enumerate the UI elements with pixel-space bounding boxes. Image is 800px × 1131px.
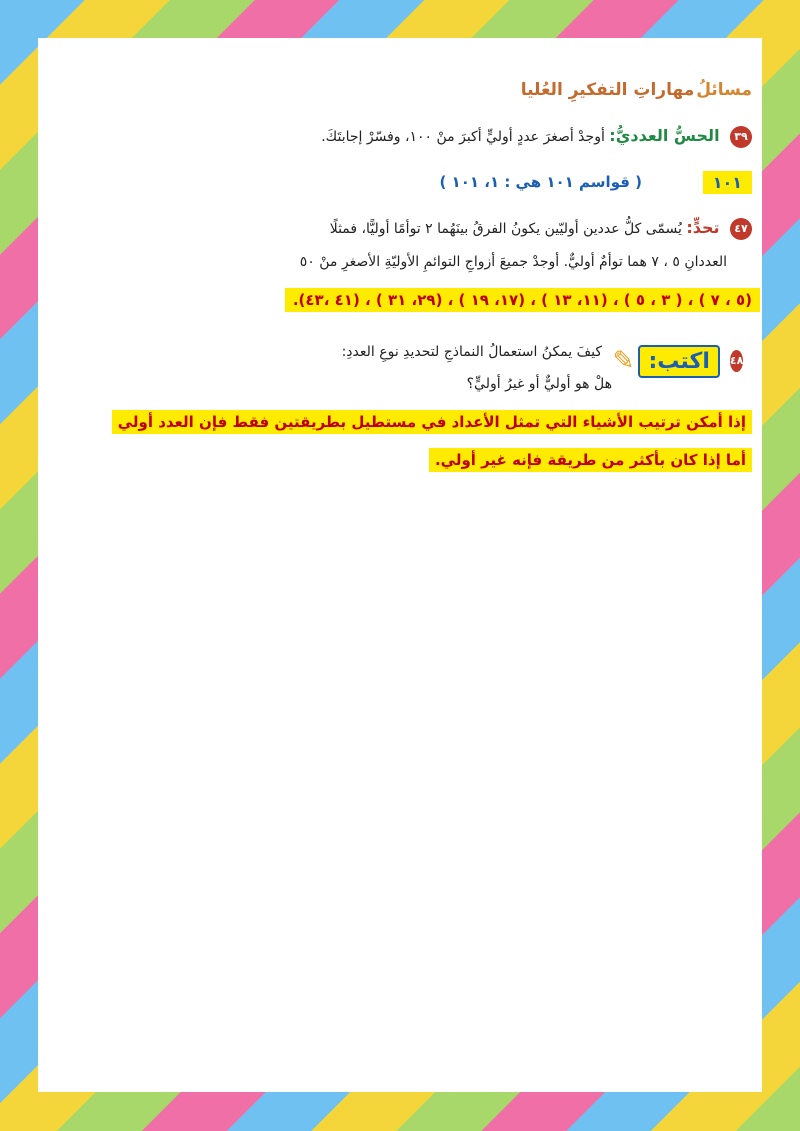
problem-text-line1: يُسمّى كلُّ عددين أوليّين يكونُ الفرقُ بينَهُما ٢ توأمًا أوليًّا، فمثلًا <box>329 221 682 237</box>
section-title-rest: مهاراتِ التفكيرِ العُليا <box>520 80 695 100</box>
problem-39 <box>38 126 752 148</box>
problem-number-badge: ٣٩ <box>730 126 752 148</box>
answer-48-line2: أما إذا كان بأكثر من طريقة فإنه غير أولي. <box>429 448 752 472</box>
problem-text-line1: كيفَ يمكنُ استعمالُ النماذجِ لتحديدِ نوعِ العددِ: <box>341 344 602 360</box>
answer-39 <box>38 171 762 195</box>
problem-keyword: تحدٍّ: <box>686 218 720 237</box>
answer-47: (٥ ، ٧ ) ، ( ٣ ، ٥ ) ، (١١، ١٣ ) ، (١٧، ١٩ ) ، (٢٩، ٣١ ) ، (٤١ ،٤٣). <box>285 288 760 312</box>
answer-divisors: ( قواسم ١٠١ هي : ١، ١٠١ ) <box>439 173 642 191</box>
problem-47-line2: العددانِ ٥ ، ٧ هما توأمٌ أوليٌّ. أوجدْ جميعَ أزواجِ التوائمِ الأوليّةِ الأصغرِ منْ ٥٠ <box>299 254 727 270</box>
write-label: اكتب: <box>638 345 719 378</box>
worksheet-page <box>38 38 762 1092</box>
problem-text-line2: هلْ هو أوليٌّ أو غيرُ أوليٍّ؟ <box>466 376 612 392</box>
problem-number-badge: ٤٧ <box>730 218 752 240</box>
problem-number-badge: ٤٨ <box>730 350 743 372</box>
problem-text: أوجدْ أصغرَ عددٍ أوليٍّ أكبرَ منْ ١٠٠، وفسّرْ إجابتَكَ. <box>321 129 605 145</box>
answer-48-line1: إذا أمكن ترتيب الأشياء التي تمثل الأعداد في مستطيل بطريقتين فقط فإن العدد أولي <box>112 410 752 434</box>
write-badge <box>612 340 744 382</box>
problem-48 <box>38 338 752 398</box>
section-title <box>521 80 752 100</box>
answer-number: ١٠١ <box>703 171 752 194</box>
problem-keyword: الحسُّ العدديُّ: <box>609 126 720 145</box>
pencil-icon: ✎ <box>612 346 635 376</box>
section-title-lead: مسائلُ <box>696 80 752 100</box>
problem-47 <box>38 218 752 240</box>
